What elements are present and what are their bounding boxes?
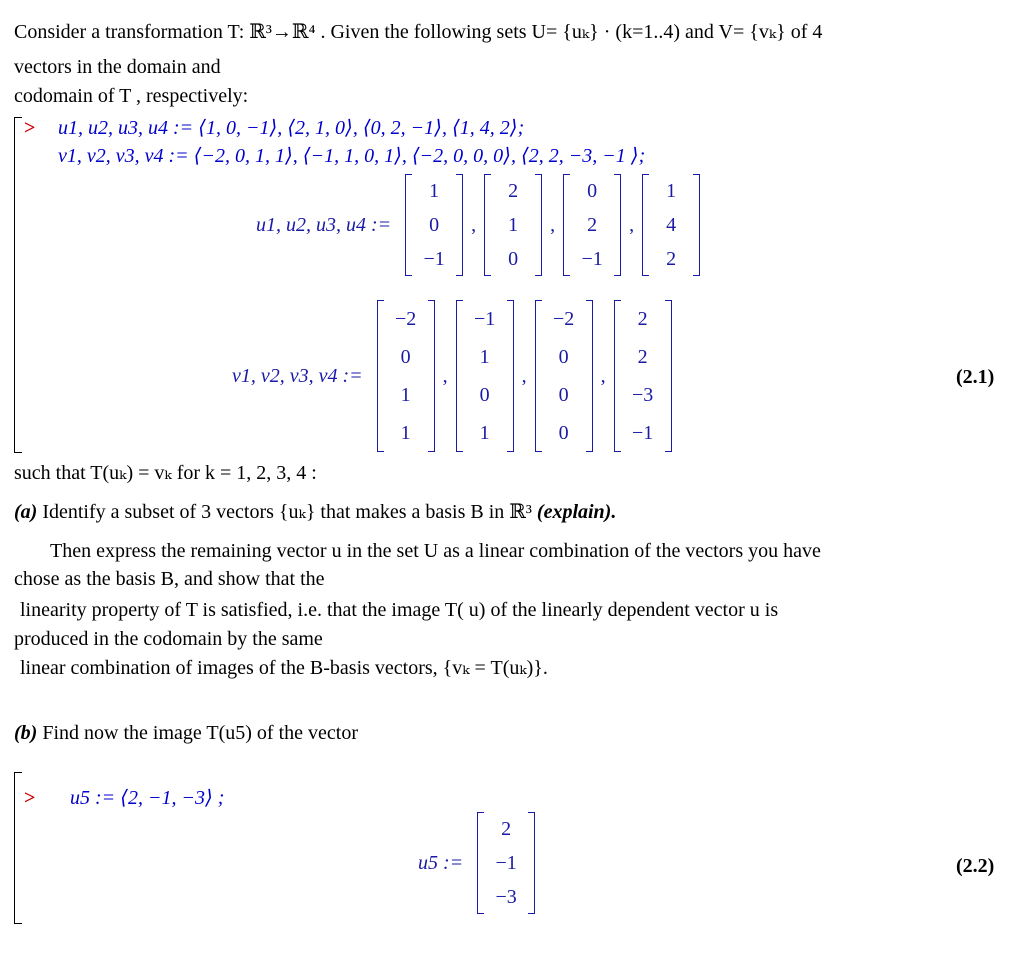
output-u-row [256,174,700,276]
intro-line-2: vectors in the domain and [14,56,221,78]
comma: , [521,364,527,387]
output-u5-row [418,812,535,914]
vector-cell: 2 [587,214,598,236]
vector-cell: −1 [581,248,603,270]
paragraph-line-1: Then express the remaining vector u in the set U as a linear combination of the vectors you have [50,540,821,562]
part-a-label: (a) [14,501,38,523]
vector-v1 [377,300,435,452]
part-b-label: (b) [14,722,38,744]
vector-cell: −1 [632,422,654,444]
comma: , [471,213,477,236]
paragraph-line-5: linear combination of images of the B-basis vectors, {vₖ = T(uₖ)}. [20,657,548,679]
execution-group-bracket-bottom [14,452,22,453]
vector-cell: 1 [400,422,411,444]
vector-cell: 2 [508,180,519,202]
comma: , [600,364,606,387]
vector-cell: 0 [558,384,569,406]
vector-cell: 1 [479,346,490,368]
vector-v4 [614,300,672,452]
execution-group-bracket-2[interactable] [14,772,15,923]
vector-cell: 0 [587,180,598,202]
output-u5-label: u5 := [418,851,464,874]
vector-cell: 1 [508,214,519,236]
paragraph-line-3: linearity property of T is satisfied, i.e. that the image T( u) of the linearly dependent vector u is [20,599,779,621]
output-v-label: v1, v2, v3, v4 := [232,364,363,387]
vector-cell: 1 [429,180,440,202]
vector-cell: −2 [553,308,575,330]
equation-label-2-1: (2.1) [956,366,995,388]
vector-v3 [535,300,593,452]
vector-cell: 0 [558,346,569,368]
vector-u4 [642,174,700,276]
vector-cell: 2 [637,308,648,330]
part-a-text: Identify a subset of 3 vectors {uₖ} that makes a basis B in ℝ³ [37,501,537,523]
vector-cell: 2 [501,818,512,840]
paragraph-line-4: produced in the codomain by the same [14,628,323,650]
vector-cell: 2 [666,248,677,270]
execution-group-bracket-top [14,772,22,773]
vector-cell: −1 [474,308,496,330]
vector-cell: −1 [495,852,517,874]
input-line-u5[interactable]: u5 := ⟨2, −1, −3⟩ ; [70,787,225,809]
vector-cell: 0 [429,214,440,236]
input-prompt: > [24,117,36,139]
comma: , [550,213,556,236]
equation-label-2-2: (2.2) [956,855,995,877]
vector-cell: 1 [666,180,677,202]
vector-cell: 0 [558,422,569,444]
vector-u5 [477,812,535,914]
execution-group-bracket-top [14,117,22,118]
vector-cell: 0 [508,248,519,270]
intro-line-3: codomain of T , respectively: [14,85,249,107]
input-prompt: > [24,787,36,809]
vector-cell: 4 [666,214,677,236]
part-b-text: Find now the image T(u5) of the vector [37,722,358,744]
vector-cell: −1 [423,248,445,270]
execution-group-bracket-bottom [14,923,22,924]
vector-cell: −2 [395,308,417,330]
part-b-line [14,721,358,745]
vector-cell: 1 [479,422,490,444]
vector-u3 [563,174,621,276]
vector-u1 [405,174,463,276]
comma: , [629,213,635,236]
such-that-text: such that T(uₖ) = vₖ for k = 1, 2, 3, 4 : [14,462,317,484]
input-line-v[interactable]: v1, v2, v3, v4 := ⟨−2, 0, 1, 1⟩, ⟨−1, 1, 0, 1⟩, ⟨−2, 0, 0, 0⟩, ⟨2, 2, −3, −1 ⟩; [58,145,646,167]
input-line-u[interactable]: u1, u2, u3, u4 := ⟨1, 0, −1⟩, ⟨2, 1, 0⟩, ⟨0, 2, −1⟩, ⟨1, 4, 2⟩; [58,117,525,139]
part-a-line [14,500,616,524]
execution-group-bracket-1[interactable] [14,117,15,452]
output-v-row [232,300,672,452]
vector-cell: −3 [632,384,654,406]
vector-cell: −3 [495,886,517,908]
vector-cell: 2 [637,346,648,368]
output-u-label: u1, u2, u3, u4 := [256,213,392,236]
vector-cell: 1 [400,384,411,406]
vector-cell: 0 [400,346,411,368]
part-a-explain: (explain). [536,501,617,523]
vector-v2 [456,300,514,452]
paragraph-line-2: chose as the basis B, and show that the [14,568,325,590]
intro-line-1: Consider a transformation T: ℝ³→ℝ⁴ . Given the following sets U= {uₖ} · (k=1..4) and V= {vₖ} of 4 [14,21,823,43]
vector-cell: 0 [479,384,490,406]
comma: , [442,364,448,387]
vector-u2 [484,174,542,276]
